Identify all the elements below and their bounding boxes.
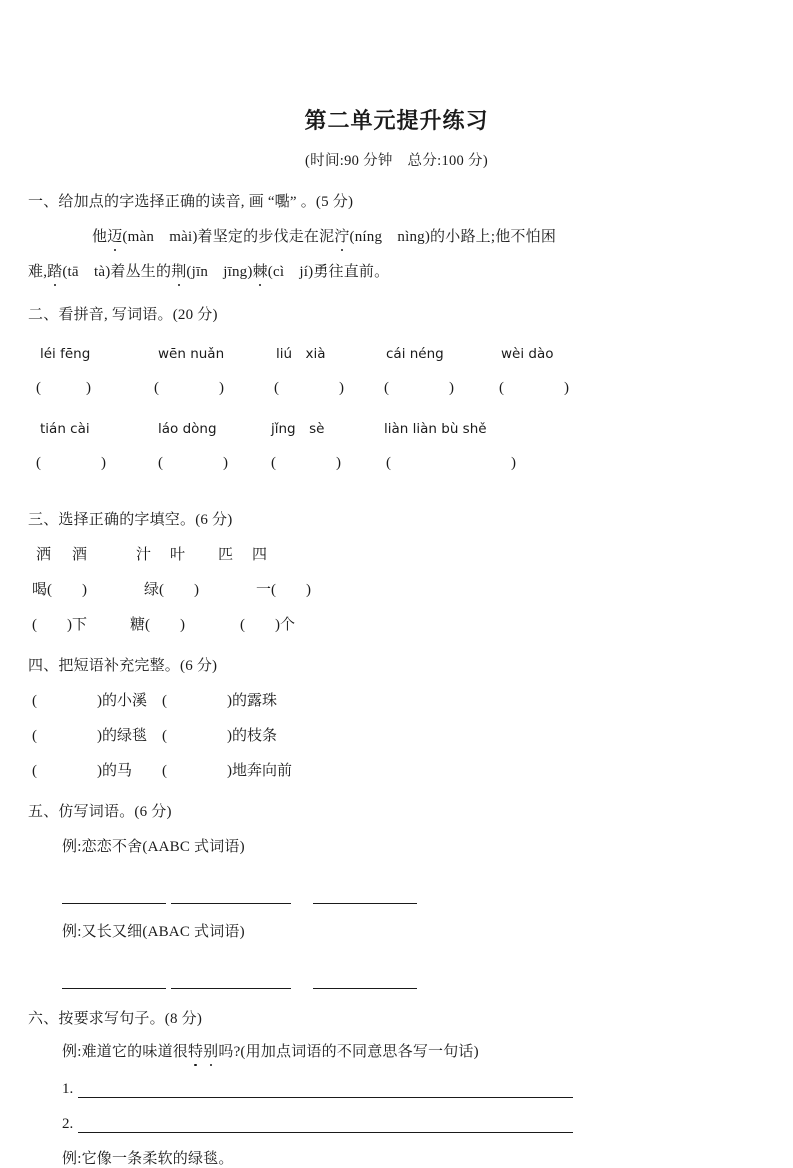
write-blank[interactable]	[171, 987, 291, 989]
section-heading-six: 六、按要求写句子。(8 分)	[28, 1011, 203, 1027]
pinyin-row-2	[0, 417, 793, 437]
pinyin-item: cái néng	[386, 346, 444, 362]
answer-blank[interactable]: ( )	[158, 455, 228, 471]
passage-text: 难,	[28, 264, 48, 280]
section-heading-three: 三、选择正确的字填空。(6 分)	[28, 512, 233, 528]
section-six-answer-line-1	[0, 1081, 793, 1098]
example-text: 例:难道它的味道很	[62, 1044, 188, 1060]
passage-text: (cì jí)勇往直前。	[267, 264, 390, 280]
write-blank[interactable]	[78, 1131, 573, 1133]
fill-blank-item[interactable]: ( )个	[240, 617, 295, 633]
phrase-row-3	[0, 759, 793, 780]
emphasis-char-ning: 泞	[334, 225, 349, 246]
passage-text: (jīn jīng)	[186, 264, 253, 280]
section-heading-four: 四、把短语补充完整。(6 分)	[28, 658, 218, 674]
character-options-row	[0, 543, 793, 564]
pinyin-item: liàn liàn bù shě	[384, 421, 487, 437]
pinyin-item: wèi dào	[501, 346, 554, 362]
answer-blank[interactable]: ( )	[274, 380, 344, 396]
section-six-example-2: 例:它像一条柔软的绿毯。	[62, 1151, 234, 1167]
write-blank[interactable]	[62, 902, 166, 904]
char-option: 叶	[170, 547, 186, 563]
fill-blank-item[interactable]: 喝( )	[32, 582, 87, 598]
char-option: 洒	[36, 547, 52, 563]
fill-blank-row-2	[0, 613, 793, 634]
write-blank[interactable]	[78, 1096, 573, 1098]
section-one-passage-line-1	[0, 225, 793, 246]
fill-blank-item[interactable]: 一( )	[256, 582, 311, 598]
page-title: 第二单元提升练习	[304, 108, 489, 133]
fill-blank-item[interactable]: 绿( )	[144, 582, 199, 598]
pinyin-item: jǐng sè	[271, 421, 325, 437]
emphasis-char-ta: 踏	[47, 260, 62, 281]
section-five-blank-row-1	[0, 886, 793, 904]
answer-blank[interactable]: ( )	[499, 380, 569, 396]
exam-meta: (时间:90 分钟 总分:100 分)	[305, 153, 488, 169]
phrase-item[interactable]: ( )的小溪	[32, 693, 147, 709]
answer-blank[interactable]: ( )	[36, 380, 91, 396]
example-text: 吗?(用加点词语的不同意思各写一句话)	[218, 1044, 479, 1060]
emphasis-char-mai: 迈	[107, 225, 122, 246]
phrase-row-1	[0, 689, 793, 710]
section-heading-five: 五、仿写词语。(6 分)	[28, 804, 172, 820]
section-heading-one: 一、给加点的字选择正确的读音, 画 “嚸” 。(5 分)	[28, 194, 354, 210]
section-six-answer-line-2	[0, 1116, 793, 1133]
answer-paren-row-2	[0, 451, 793, 472]
emphasis-char-ji: 棘	[253, 260, 268, 281]
phrase-item[interactable]: ( )的绿毯	[32, 728, 147, 744]
line-number: 2.	[62, 1116, 74, 1132]
char-option: 汁	[136, 547, 152, 563]
write-blank[interactable]	[171, 902, 291, 904]
phrase-row-2	[0, 724, 793, 745]
pinyin-item: liú xià	[276, 346, 326, 362]
section-one-passage-line-2	[0, 260, 793, 281]
pinyin-item: láo dòng	[158, 421, 217, 437]
pinyin-item: tián cài	[40, 421, 90, 437]
write-blank[interactable]	[313, 902, 417, 904]
emphasis-char-bie: 别	[203, 1040, 218, 1061]
write-blank[interactable]	[313, 987, 417, 989]
fill-blank-item[interactable]: ( )下	[32, 617, 87, 633]
passage-text: 他	[92, 229, 108, 245]
line-number: 1.	[62, 1081, 74, 1097]
section-six-example-1	[0, 1040, 793, 1061]
section-five-blank-row-2	[0, 971, 793, 989]
emphasis-char-te: 特	[188, 1040, 203, 1061]
answer-blank[interactable]: ( )	[36, 455, 106, 471]
section-five-example-2: 例:又长又细(ABAC 式词语)	[62, 924, 245, 940]
answer-paren-row-1	[0, 376, 793, 397]
pinyin-row-1	[0, 342, 793, 362]
answer-blank[interactable]: ( )	[271, 455, 341, 471]
emphasis-char-jing: 荆	[171, 260, 186, 281]
char-option: 匹	[218, 547, 234, 563]
write-blank[interactable]	[62, 987, 166, 989]
fill-blank-item[interactable]: 糖( )	[130, 617, 185, 633]
passage-text: (níng nìng)的小路上;他不怕困	[349, 229, 557, 245]
phrase-item[interactable]: ( )的枝条	[162, 728, 277, 744]
phrase-item[interactable]: ( )的马	[32, 763, 132, 779]
phrase-item[interactable]: ( )地奔向前	[162, 763, 292, 779]
answer-blank[interactable]: ( )	[384, 380, 454, 396]
passage-text: (màn mài)着坚定的步伐走在泥	[122, 229, 335, 245]
fill-blank-row-1	[0, 578, 793, 599]
section-heading-two: 二、看拼音, 写词语。(20 分)	[28, 307, 218, 323]
passage-text: (tā tà)着丛生的	[62, 264, 172, 280]
char-option: 酒	[72, 547, 88, 563]
section-five-example-1: 例:恋恋不舍(AABC 式词语)	[62, 839, 245, 855]
pinyin-item: wēn nuǎn	[158, 346, 225, 362]
phrase-item[interactable]: ( )的露珠	[162, 693, 277, 709]
answer-blank[interactable]: ( )	[154, 380, 224, 396]
answer-blank[interactable]: ( )	[386, 455, 516, 471]
char-option: 四	[252, 547, 268, 563]
pinyin-item: léi fēng	[40, 346, 91, 362]
